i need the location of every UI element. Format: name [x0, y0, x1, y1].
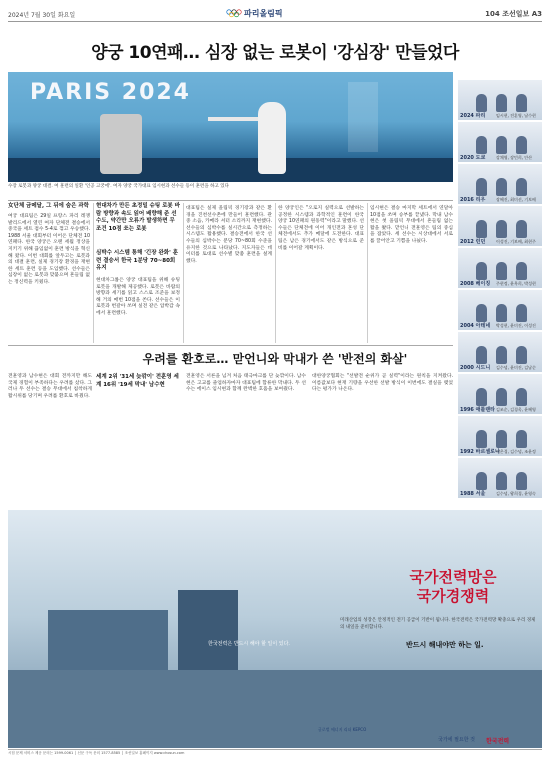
medal-names: 김수녕, 윤미진, 김남순	[496, 365, 536, 370]
athlete-figure	[476, 388, 487, 406]
athlete-figure	[516, 220, 527, 238]
ad-building	[178, 590, 238, 680]
athlete-figure	[476, 472, 487, 490]
col5-text: 임시현은 결승 마지막 세트에서 연달아 10점을 쏘며 승부를 끝냈다. 막내 남수현은 첫 올림픽 무대에서 흔들림 없는 활을 쐈다. 맏언니 전훈영은 팀의 중심을 잡았다. 세 선수는 시상대에서 서로를 끌어안고 기쁨을 나눴다.	[370, 206, 453, 244]
paris-2024-text: PARIS 2024	[30, 80, 191, 105]
ad-logo-left: 국가에 필요한 것	[438, 737, 475, 743]
medal-year-label: 2000 시드니	[460, 365, 491, 371]
medal-names: 강채영, 장민희, 안산	[496, 155, 532, 160]
medal-row	[458, 164, 542, 204]
medal-names: 주현정, 윤옥희, 박성현	[496, 281, 536, 286]
medal-row	[458, 248, 542, 288]
col1-text: 여궁 대표팀은 29일 프랑스 파리 레쟁발리드에서 열린 여자 단체전 결승에서 중국을 세트 점수 5-4로 꺾고 우승했다. 1988 서울 대회부터 이어온 단체전 10연패다. 한국 양궁은 오랜 세월 정상을 지키기 위해 끊임없이 훈련 방식을 혁신해 왔다. 이번 대회를 앞두고는 로봇과의 대결 훈련, 실제 경기장 환경을 재현한 세트 훈련 등을 도입했다. 선수들은 심장이 없는 로봇과 맞붙으며 흔들림 없는 정신력을 키웠다.	[8, 214, 90, 285]
photo-stand	[8, 158, 453, 182]
page-info: 104 조선일보 A3	[485, 10, 542, 18]
medal-year-label: 2012 런던	[460, 239, 486, 245]
medal-year-label: 1996 애틀랜타	[460, 407, 495, 413]
athlete-figure	[476, 304, 487, 322]
medal-year-label: 2008 베이징	[460, 281, 491, 287]
medal-row	[458, 206, 542, 246]
main-headline: 양궁 10연패… 심장 없는 로봇이 '강심장' 만들었다	[91, 43, 459, 63]
medal-history-column	[458, 80, 542, 500]
ad-title-line2: 국가경쟁력	[416, 587, 490, 605]
athlete-figure	[476, 178, 487, 196]
medal-names: 이은경, 김수녕, 조윤정	[496, 449, 536, 454]
col2-subhead2: 심박수 시스템 통해 '긴장 완화' 훈련 결승서 한국 1분당 70~80회 유지	[96, 250, 179, 271]
column-divider	[275, 203, 276, 343]
medal-row	[458, 416, 542, 456]
athlete-figure	[496, 220, 507, 238]
athlete-figure	[516, 430, 527, 448]
medal-names: 장혜진, 최미선, 기보배	[496, 197, 536, 202]
main-photo	[8, 72, 453, 182]
athlete-figure	[496, 388, 507, 406]
athlete-figure	[496, 430, 507, 448]
medal-year-label: 2004 아테네	[460, 323, 491, 329]
footer-text: 시험 문제 서비스 제공 문의는 1599-0061 │ 신문 구독 문의 1577-8585 │ 조선일보 홈페이지 www.chosun.com	[8, 749, 542, 756]
shooting-robot	[100, 114, 142, 174]
col4-text: 한 양궁인은 "오로지 실력으로 선발하는 공정한 시스템과 과학적인 훈련이 한국 양궁 10연패의 원동력"이라고 말했다. 선수들은 단체전에 이어 개인전과 혼성 단체전에서도 추가 메달에 도전한다. 대표팀은 남은 경기에서도 같은 방식으로 준비를 이어갈 계획이다.	[278, 206, 364, 251]
lower-subhead: 세계 2위 '31세 늦깎이' 전훈영 세계 16위 '19세 막내' 남수현	[96, 374, 179, 388]
kepco-tagline: 글로벌 에너지 리더 KEPCO	[318, 727, 367, 732]
ad-title-line1: 국가전력망은	[409, 568, 497, 586]
olympic-pillar	[348, 82, 378, 152]
ad-slogan: 반드시 해내야만 하는 일.	[406, 641, 484, 649]
athlete-figure	[496, 262, 507, 280]
medal-year-label: 2016 리우	[460, 197, 486, 203]
athlete-figure	[516, 178, 527, 196]
athlete-figure	[476, 262, 487, 280]
medal-names: 이성진, 기보배, 최현주	[496, 239, 536, 244]
lower-col1-text: 전훈영과 남수현은 대회 전까지만 해도 국제 경험이 부족하다는 우려를 샀다. 그러나 두 선수는 결승 무대에서 침착하게 활시위를 당기며 우려를 환호로 바꿨다.	[8, 374, 92, 399]
medal-year-label: 1988 서울	[460, 491, 486, 497]
medal-row	[458, 122, 542, 162]
athlete-figure	[516, 388, 527, 406]
athlete-figure	[496, 304, 507, 322]
olympic-rings-icon	[226, 9, 242, 18]
ad-city-text: 한국전력은 반드시 해야 할 일이 있다.	[208, 641, 290, 647]
athlete-figure	[476, 220, 487, 238]
medal-names: 박성현, 윤미진, 이성진	[496, 323, 536, 328]
lower-col2-text: 전훈영은 서른을 넘겨 처음 태극마크를 단 늦깎이다. 남수현은 고교를 졸업하자마자 대표팀에 합류한 막내다. 두 선수는 에이스 임시현과 함께 완벽한 호흡을 보여줬다.	[186, 374, 306, 393]
medal-names: 임시현, 전훈영, 남수현	[496, 113, 536, 118]
archer-figure	[258, 102, 286, 174]
medal-names: 김조순, 김경욱, 윤혜영	[496, 407, 536, 412]
medal-names: 김수녕, 왕희경, 윤영숙	[496, 491, 536, 496]
ad-title	[368, 568, 538, 606]
athlete-figure	[516, 136, 527, 154]
kepco-advertisement	[8, 510, 542, 748]
ad-building	[48, 610, 168, 670]
column-divider	[183, 203, 184, 343]
masthead	[8, 7, 542, 22]
medal-year-label: 2024 파리	[460, 113, 486, 119]
medal-year-label: 2020 도쿄	[460, 155, 486, 161]
kepco-logo: 한국전력	[486, 738, 510, 745]
col2-text: 현대차그룹은 양궁 대표팀을 위해 슈팅 로봇을 개발해 제공했다. 로봇은 바람의 방향과 세기를 읽고 스스로 조준을 보정해 거의 매번 10점을 쏜다. 선수들은 이 로봇과 번갈아 쏘며 실전 같은 압박감 속에서 훈련했다.	[96, 278, 180, 316]
column-divider	[367, 203, 368, 343]
second-headline: 우려를 환호로… 맏언니와 막내가 쓴 '반전의 화살'	[142, 352, 408, 366]
lower-col3-text: 대한양궁협회는 "선발전 순위가 곧 실력"이라는 원칙을 지켜왔다. 이름값보다 현재 기량을 우선한 선발 방식이 이번에도 결실을 맺었다는 평가가 나온다.	[312, 374, 453, 393]
athlete-figure	[476, 430, 487, 448]
issue-date: 2024년 7월 30일 화요일	[8, 12, 76, 19]
athlete-figure	[496, 178, 507, 196]
athlete-figure	[516, 472, 527, 490]
medal-year-label: 1992 바르셀로나	[460, 449, 500, 455]
medal-row	[458, 374, 542, 414]
divider	[8, 200, 453, 201]
section-title: 파리올림픽	[244, 9, 283, 18]
divider	[8, 345, 453, 346]
ad-body-text: 미래산업의 성장은 안정적인 전기 공급이 기반이 됩니다. 한국전력은 국가전력망 확충으로 우리 경제의 내일을 준비합니다.	[340, 618, 536, 630]
athlete-figure	[476, 136, 487, 154]
column-divider	[93, 203, 94, 343]
medal-row	[458, 80, 542, 120]
athlete-figure	[496, 472, 507, 490]
col3-text: 대표팀은 실제 올림픽 경기장과 같은 환경을 진천선수촌에 만들어 훈련했다. 관중 소음, 카메라 셔터 소리까지 재현했다. 선수들의 심박수를 실시간으로 측정하는 시스템도 활용했다. 결승전에서 한국 선수들의 심박수는 분당 70~80회 수준을 유지한 것으로 나타났다. 지도자들은 데이터를 토대로 선수별 맞춤 훈련을 설계했다.	[186, 206, 272, 264]
col1-subhead: 女단체 금메달, 그 뒤에 숨은 과학	[8, 203, 89, 209]
athlete-figure	[496, 94, 507, 112]
medal-row	[458, 290, 542, 330]
athlete-figure	[496, 136, 507, 154]
col2-subhead: 현대차가 만든 초정밀 슈팅 로봇 바람 방향과 속도 읽어 배향해 준 선수도, 약간만 오류가 발생하면 무조건 10점 쏘는 로봇	[96, 203, 180, 232]
athlete-figure	[516, 262, 527, 280]
photo-caption: 수장 로봇과 양궁 대결. 여 훈련의 일환 '인공 고궁에'. 여자 양궁 국가대표 임시현과 선수들 등이 훈련을 하고 있다	[8, 184, 229, 189]
athlete-figure	[516, 94, 527, 112]
medal-row	[458, 458, 542, 498]
athlete-figure	[476, 94, 487, 112]
athlete-figure	[516, 304, 527, 322]
